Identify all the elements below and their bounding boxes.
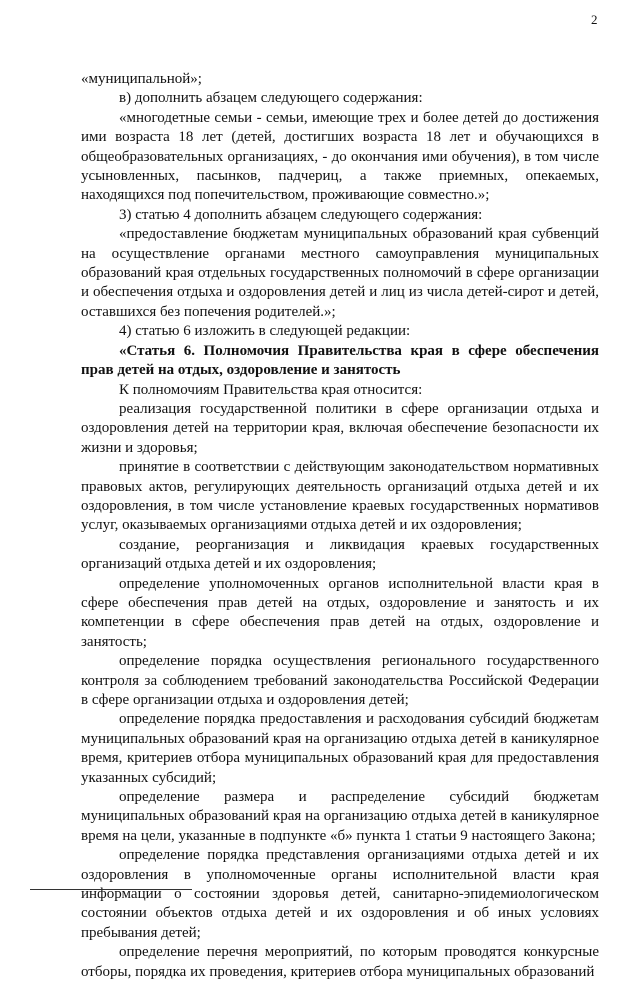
paragraph: реализация государственной политики в сфере организации отдыха и оздоровления детей на территории края, включая обеспечение безопасности их жизни и здоровья; (81, 400, 599, 456)
paragraph: в) дополнить абзацем следующего содержания: (119, 90, 423, 107)
footer-divider (30, 889, 192, 890)
paragraph: «предоставление бюджетам муниципальных образований края субвенций на осуществление органами местного самоуправления муниципальных образований края отдельных государственных полномочий в сфере организации и обеспечения отдыха и оздоровления детей и лиц из числа детей-сирот и детей, оставшихся без попечения родителей.»; (81, 226, 599, 320)
paragraph: определение размера и распределение субсидий бюджетам муниципальных образований края на организацию отдыха детей в каникулярное время на цели, указанные в подпункте «б» пункта 1 статьи 9 настоящего Закона; (81, 789, 599, 844)
page-number: 2 (591, 12, 598, 27)
paragraph: определение порядка представления организациями отдыха детей и их оздоровления в уполномоченные органы исполнительной власти края информации о состоянии здоровья детей, санитарно-эпидемиологическом состоянии объектов отдыха детей и их оздоровления и об иных условиях пребывания детей; (81, 847, 599, 941)
paragraph: К полномочиям Правительства края относится: (119, 381, 423, 398)
paragraph: создание, реорганизация и ликвидация краевых государственных организаций отдыха детей и их оздоровления; (81, 536, 599, 573)
paragraph: «муниципальной»; (81, 71, 202, 87)
paragraph: определение перечня мероприятий, по которым проводятся конкурсные отборы, порядка их проведения, критериев отбора муниципальных образований (81, 944, 599, 980)
paragraph: 4) статью 6 изложить в следующей редакции: (119, 323, 411, 340)
paragraph: определение уполномоченных органов исполнительной власти края в сфере обеспечения прав детей на отдых, оздоровление и занятость и их компетенции в сфере обеспечения прав детей на отдых, оздоровление и занятость; (81, 575, 599, 650)
paragraph: «многодетные семьи - семьи, имеющие трех и более детей до достижения ими возраста 18 лет (детей, достигших возраста 18 лет и обучающихся в общеобразовательных организациях, - до окончания ими обучения), в том числе усыновленных, пасынков, падчериц, а также приемных, опекаемых, находящихся под попечительством, проживающие совместно.»; (81, 109, 599, 204)
paragraph: принятие в соответствии с действующим законодательством нормативных правовых актов, регулирующих деятельность организаций отдыха детей и их оздоровления, в том числе установление краевых государственных нормативов услуг, оказываемых организациями отдыха детей и их оздоровления; (81, 459, 599, 534)
paragraph: определение порядка осуществления регионального государственного контроля за соблюдением требований законодательства Российской Федерации в сфере организации отдыха и оздоровления детей; (81, 653, 599, 708)
paragraph: определение порядка предоставления и расходования субсидий бюджетам муниципальных образований края на организацию отдыха детей в каникулярное время, критериев отбора муниципальных образований края для предоставления указанных субсидий; (81, 711, 599, 786)
document-body (81, 70, 599, 982)
paragraph: 3) статью 4 дополнить абзацем следующего содержания: (119, 206, 483, 223)
article-heading: «Статья 6. Полномочия Правительства края в сфере обеспечения прав детей на отдых, оздоровление и занятость (81, 342, 599, 379)
